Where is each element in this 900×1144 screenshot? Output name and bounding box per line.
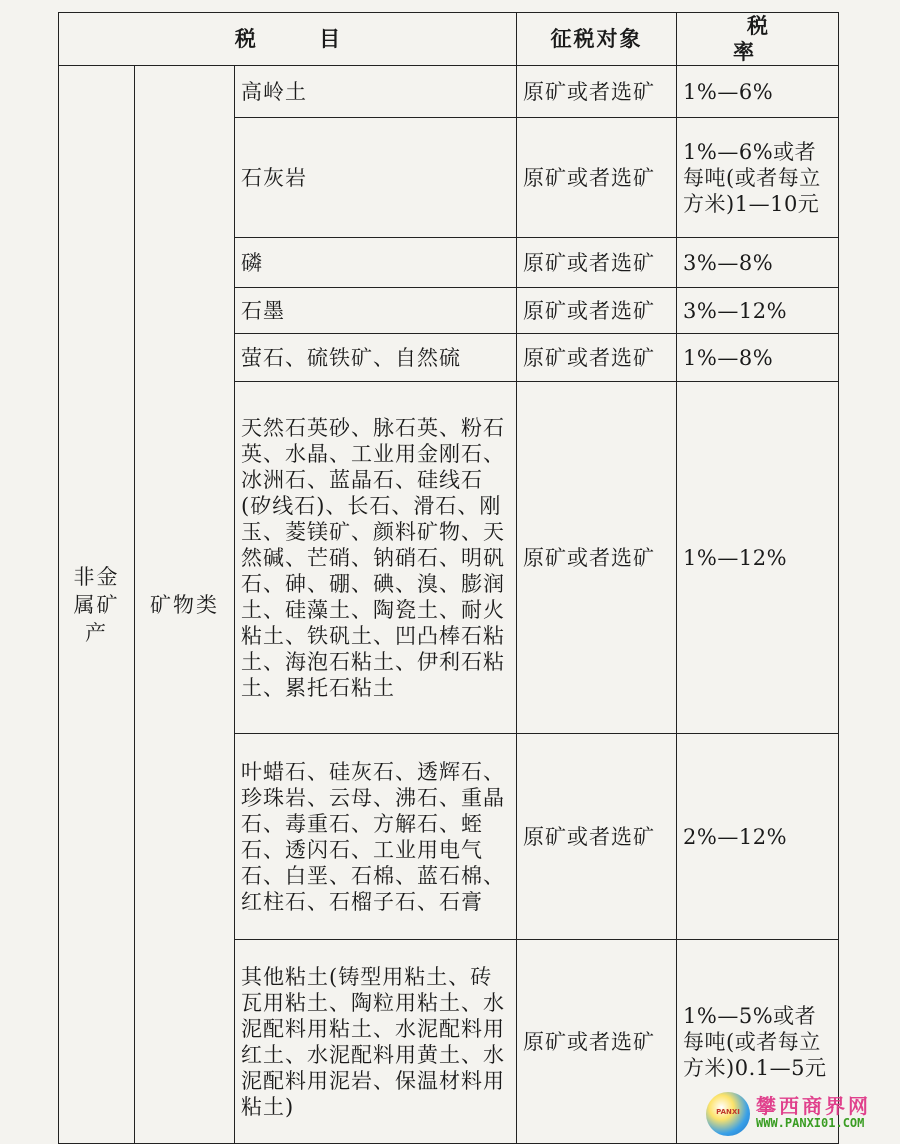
object-cell: 原矿或者选矿 [517,238,677,288]
rate-cell: 3%—8% [677,238,839,288]
item-cell: 磷 [235,238,517,288]
table-header-row [59,13,839,66]
item-cell: 叶蜡石、硅灰石、透辉石、珍珠岩、云母、沸石、重晶石、毒重石、方解石、蛭石、透闪石、工业用电气石、白垩、石棉、蓝石棉、红柱石、石榴子石、石膏 [235,734,517,940]
object-cell: 原矿或者选矿 [517,734,677,940]
object-cell: 原矿或者选矿 [517,382,677,734]
watermark [706,1090,892,1136]
object-cell: 原矿或者选矿 [517,66,677,118]
header-item: 税 目 [59,13,517,66]
object-cell: 原矿或者选矿 [517,118,677,238]
watermark-site-name: 攀西商界网 [756,1094,871,1118]
header-rate: 税 率 [677,13,839,66]
panxi-logo-icon: PANXI [706,1092,750,1136]
rate-cell: 1%—6% [677,66,839,118]
rate-cell: 2%—12% [677,734,839,940]
table-row [59,66,839,118]
rate-cell: 1%—5%或者每吨(或者每立方米)0.1—5元 [677,940,839,1144]
item-cell: 石灰岩 [235,118,517,238]
tax-rate-table [58,12,839,1144]
header-object: 征税对象 [517,13,677,66]
item-cell: 高岭土 [235,66,517,118]
rate-cell: 1%—12% [677,382,839,734]
rate-cell: 3%—12% [677,288,839,334]
rate-cell: 1%—6%或者每吨(或者每立方米)1—10元 [677,118,839,238]
object-cell: 原矿或者选矿 [517,940,677,1144]
watermark-url: WWW.PANXI01.COM [756,1116,865,1130]
item-cell: 其他粘土(铸型用粘土、砖瓦用粘土、陶粒用粘土、水泥配料用粘土、水泥配料用红土、水泥配料用黄土、水泥配料用泥岩、保温材料用粘土) [235,940,517,1144]
item-cell: 萤石、硫铁矿、自然硫 [235,334,517,382]
category-cell: 非金属矿产 [59,66,135,1144]
item-cell: 石墨 [235,288,517,334]
object-cell: 原矿或者选矿 [517,288,677,334]
object-cell: 原矿或者选矿 [517,334,677,382]
item-cell: 天然石英砂、脉石英、粉石英、水晶、工业用金刚石、冰洲石、蓝晶石、硅线石(矽线石)、长石、滑石、刚玉、菱镁矿、颜料矿物、天然碱、芒硝、钠硝石、明矾石、砷、硼、碘、溴、膨润土、硅藻土、陶瓷土、耐火粘土、铁矾土、凹凸棒石粘土、海泡石粘土、伊利石粘土、累托石粘土 [235,382,517,734]
subcategory-cell: 矿物类 [135,66,235,1144]
rate-cell: 1%—8% [677,334,839,382]
